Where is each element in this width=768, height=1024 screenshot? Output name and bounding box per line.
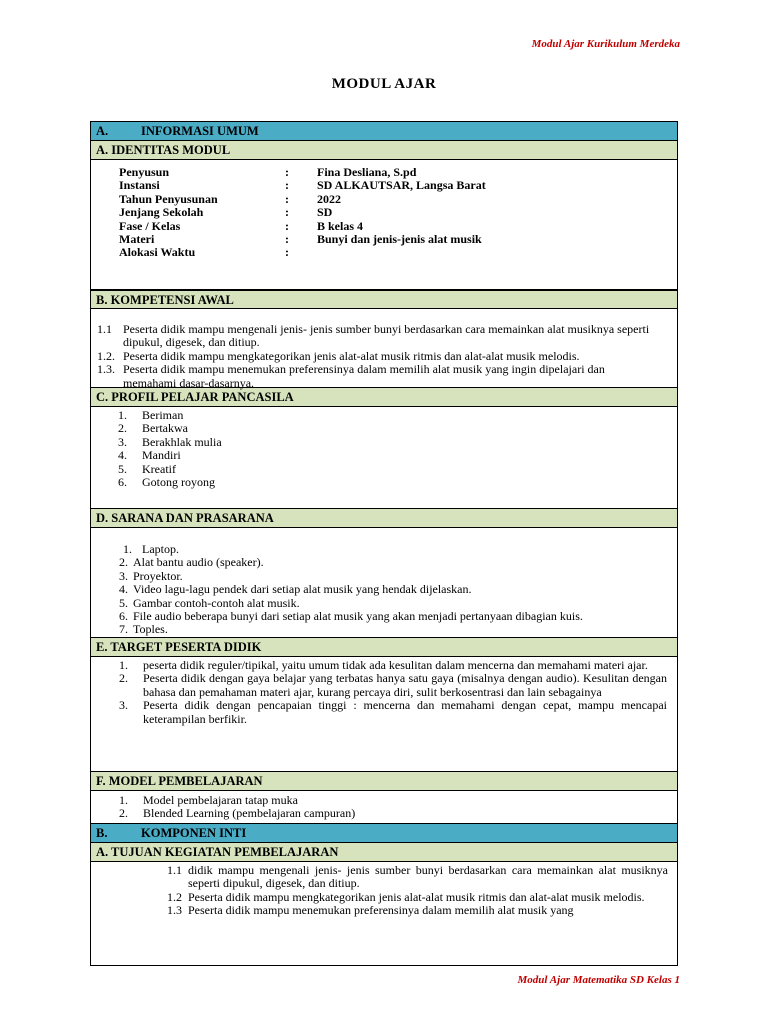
list-item: 1. Laptop. — [123, 542, 179, 556]
identity-row: Jenjang Sekolah : SD — [119, 205, 333, 220]
section-label: KOMPONEN INTI — [141, 826, 247, 840]
heading-model-pembelajaran: F. MODEL PEMBELAJARAN — [91, 772, 677, 791]
list-item: 2. Bertakwa — [118, 421, 188, 436]
footer-note: Modul Ajar Matematika SD Kelas 1 — [517, 974, 680, 986]
list-item: 6. Gotong royong — [118, 475, 215, 490]
list-item: 1.3. Peserta didik mampu menemukan preferensinya dalam memilih alat musik yang ingin dipelajari dan memahami dasar-dasarnya. — [97, 362, 605, 390]
heading-identitas-modul: A. IDENTITAS MODUL — [91, 141, 677, 160]
tujuan-section — [91, 862, 677, 952]
sarana-section — [91, 528, 677, 638]
module-table — [90, 121, 678, 966]
list-item: 1.3 Peserta didik mampu menemukan preferensinya dalam memilih alat musik yang — [167, 903, 574, 918]
section-informasi-umum — [91, 122, 677, 141]
identity-row: Instansi : SD ALKAUTSAR, Langsa Barat — [119, 178, 486, 193]
identity-row: Fase / Kelas : B kelas 4 — [119, 218, 364, 233]
identitas-section — [91, 160, 677, 290]
heading-profil-pelajar: C. PROFIL PELAJAR PANCASILA — [91, 388, 677, 407]
heading-target-peserta: E. TARGET PESERTA DIDIK — [91, 638, 677, 657]
kompetensi-section — [91, 309, 677, 388]
list-item: 2. Alat bantu audio (speaker). — [119, 555, 264, 570]
list-item: 4. Mandiri — [118, 448, 181, 463]
identity-row: Tahun Penyusunan : 2022 — [119, 191, 341, 206]
list-item: 7. Toples. — [119, 622, 168, 637]
section-komponen-inti — [91, 824, 677, 843]
target-section — [91, 657, 677, 772]
header-note: Modul Ajar Kurikulum Merdeka — [531, 38, 680, 50]
list-item: 1.2 Peserta didik mampu mengkategorikan jenis alat-alat musik ritmis dan alat-alat musik melodis. — [167, 889, 645, 904]
list-item: 1. Beriman — [118, 408, 184, 422]
list-item: 3. Peserta didik dengan pencapaian tinggi : mencerna dan memahami dengan cepat, mampu mencapai keterampilan berfikir. — [119, 698, 667, 726]
heading-tujuan-kegiatan: A. TUJUAN KEGIATAN PEMBELAJARAN — [91, 843, 677, 862]
model-section — [91, 791, 677, 824]
identity-row: Materi : Bunyi dan jenis-jenis alat musik — [119, 232, 482, 247]
section-label: INFORMASI UMUM — [141, 124, 259, 138]
list-item: 1. peserta didik reguler/tipikal, yaitu umum tidak ada kesulitan dalam mencerna dan memahami materi ajar. — [119, 658, 648, 672]
list-item: 3. Berakhlak mulia — [118, 434, 222, 449]
profil-section — [91, 407, 677, 509]
list-item: 4. Video lagu-lagu pendek dari setiap alat musik yang hendak dijelaskan. — [119, 582, 472, 597]
list-item: 5. Gambar contoh-contoh alat musik. — [119, 595, 300, 610]
list-item: 6. File audio beberapa bunyi dari setiap alat musik yang akan menjadi pertanyaan dibagian kuis. — [119, 609, 583, 624]
heading-kompetensi-awal: B. KOMPETENSI AWAL — [91, 290, 677, 309]
document-title: MODUL AJAR — [331, 76, 437, 92]
identity-row: Alokasi Waktu : — [119, 245, 289, 260]
list-item: 2. Blended Learning (pembelajaran campuran) — [119, 806, 356, 821]
section-number: A. — [96, 124, 109, 138]
list-item: 5. Kreatif — [118, 461, 176, 476]
list-item: 2. Peserta didik dengan gaya belajar yang terbatas hanya satu gaya (misalnya dengan audio). Kesulitan dengan bahasa dan pemahaman materi ajar, kurang percaya diri, sulit berkosentrasi dan lain sebagainya — [119, 671, 667, 699]
list-item: 3. Proyektor. — [119, 568, 183, 583]
list-item: 1. Model pembelajaran tatap muka — [119, 793, 298, 807]
section-number: B. — [96, 826, 108, 840]
list-item: 1.1 didik mampu mengenali jenis- jenis sumber bunyi berdasarkan cara memainkan alat musiknya seperti dipukul, digesek, dan ditiup. — [167, 863, 668, 891]
list-item: 1.2. Peserta didik mampu mengkategorikan jenis alat-alat musik ritmis dan alat-alat musik melodis. — [97, 348, 580, 363]
list-item: 1.1 Peserta didik mampu mengenali jenis- jenis sumber bunyi berdasarkan cara memainkan alat musiknya seperti dipukul, digesek, dan ditiup. — [97, 322, 650, 350]
heading-sarana-prasarana: D. SARANA DAN PRASARANA — [91, 509, 677, 528]
identity-row: Penyusun : Fina Desliana, S.pd — [119, 165, 417, 179]
